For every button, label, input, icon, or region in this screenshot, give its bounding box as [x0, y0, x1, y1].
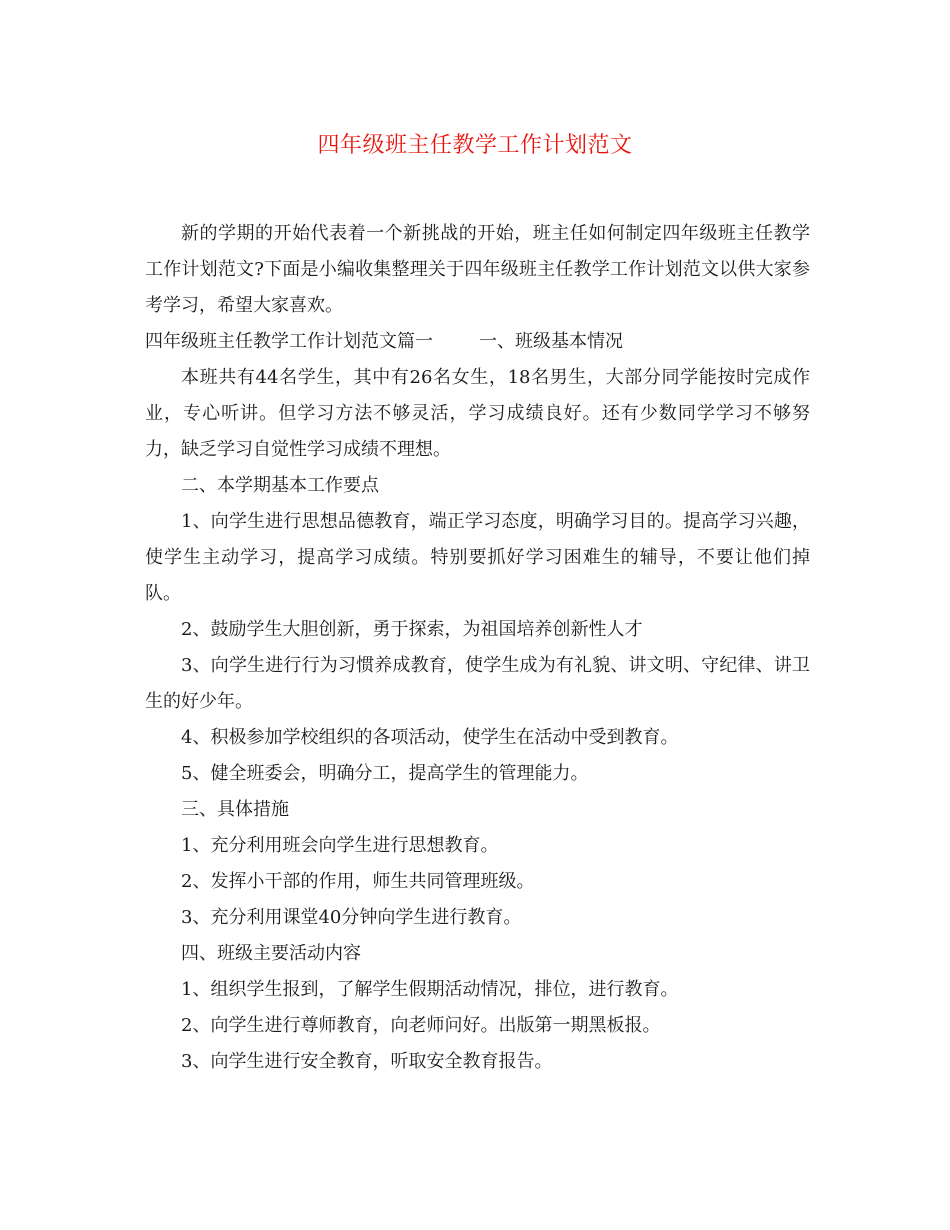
list-item: 1、组织学生报到，了解学生假期活动情况，排位，进行教育。	[181, 979, 679, 1000]
list-item: 2、鼓励学生大胆创新，勇于探索，为祖国培养创新性人才	[181, 619, 643, 640]
section-paragraph: 本班共有44名学生，其中有26名女生，18名男生，大部分同学能按时完成作业，专心听讲。但学习方法不够灵活，学习成绩良好。还有少数同学学习不够努力，缺乏学习自觉性学习成绩不理想。	[145, 367, 810, 460]
section-heading: 一、班级基本情况	[479, 331, 623, 352]
list-item: 3、充分利用课堂40分钟向学生进行教育。	[181, 907, 522, 928]
intro-paragraph: 新的学期的开始代表着一个新挑战的开始，班主任如何制定四年级班主任教学工作计划范文?下面是小编收集整理关于四年级班主任教学工作计划范文以供大家参考学习，希望大家喜欢。	[145, 223, 810, 316]
list-item: 2、发挥小干部的作用，师生共同管理班级。	[181, 871, 535, 892]
list-item: 4、积极参加学校组织的各项活动，使学生在活动中受到教育。	[181, 727, 679, 748]
section-heading: 二、本学期基本工作要点	[181, 475, 379, 496]
list-item: 3、向学生进行安全教育，听取安全教育报告。	[181, 1051, 553, 1072]
list-item: 1、充分利用班会向学生进行思想教育。	[181, 835, 499, 856]
list-item: 5、健全班委会，明确分工，提高学生的管理能力。	[181, 763, 589, 784]
document-body	[145, 216, 810, 1080]
chapter-heading-line	[145, 324, 810, 360]
list-item: 2、向学生进行尊师教育，向老师问好。出版第一期黑板报。	[181, 1015, 661, 1036]
section-heading: 四、班级主要活动内容	[181, 943, 361, 964]
list-item: 1、向学生进行思想品德教育，端正学习态度，明确学习目的。提高学习兴趣，使学生主动学习，提高学习成绩。特别要抓好学习困难生的辅导，不要让他们掉队。	[145, 511, 810, 604]
chapter-label: 四年级班主任教学工作计划范文篇一	[145, 331, 433, 352]
list-item: 3、向学生进行行为习惯养成教育，使学生成为有礼貌、讲文明、守纪律、讲卫生的好少年。	[145, 655, 810, 712]
section-heading: 三、具体措施	[181, 799, 289, 820]
document-title: 四年级班主任教学工作计划范文	[317, 133, 633, 158]
